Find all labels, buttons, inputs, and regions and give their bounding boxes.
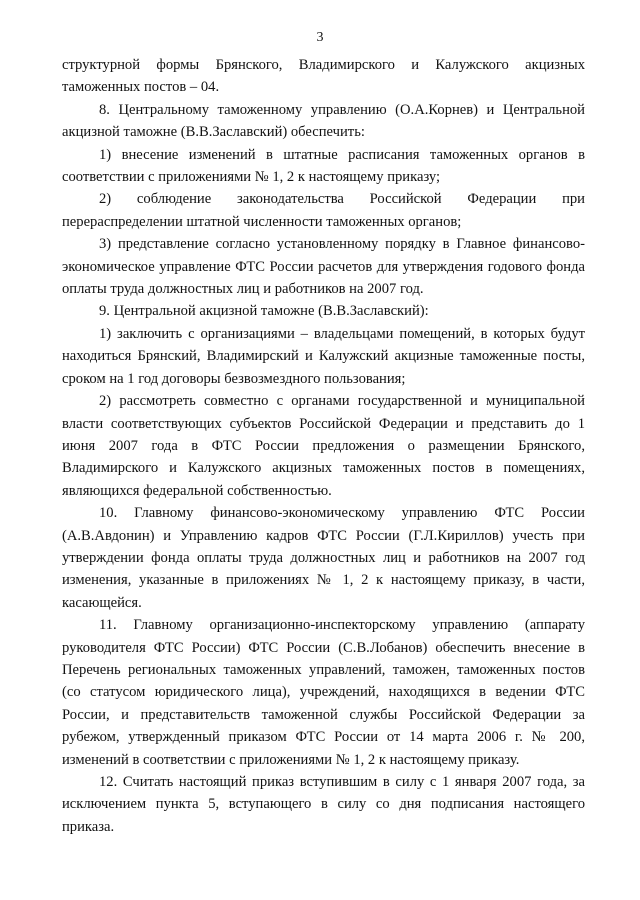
paragraph-item-11: 11. Главному организационно-инспекторскому управлению (аппарату руководителя ФТС России) ФТС России (С.В.Лобанов) обеспечить внесение в Перечень региональных таможенных управлений, таможен, таможенных постов (со статусом юридического лица), учреждений, находящихся в ведении ФТС России, и представительств таможенной службы Российской Федерации за рубежом, утвержденный приказом ФТС России от 14 марта 2006 г. № 200, изменений в соответствии с приложениями № 1, 2 к настоящему приказу. [62,617,585,768]
paragraph-item-10: 10. Главному финансово-экономическому управлению ФТС России (А.В.Авдонин) и Управлению кадров ФТС России (Г.Л.Кириллов) учесть при утверждении фонда оплаты труда должностных лиц и работников на 2007 год изменения, указанные в приложениях № 1, 2 к настоящему приказу, в части, касающейся. [62,505,585,611]
paragraph-item-12: 12. Считать настоящий приказ вступившим в силу с 1 января 2007 года, за исключением пункта 5, вступающего в силу со дня подписания настоящего приказа. [62,774,585,835]
paragraph-item-8-1: 1) внесение изменений в штатные расписания таможенных органов в соответствии с приложениями № 1, 2 к настоящему приказу; [62,146,585,186]
paragraph-item-8: 8. Центральному таможенному управлению (О.А.Корнев) и Центральной акцизной таможне (В.В.Заславский) обеспечить: [62,101,585,141]
paragraph-item-9-1: 1) заключить с организациями – владельцами помещений, в которых будут находиться Брянский, Владимирский и Калужский акцизные таможенные посты, сроком на 1 год договоры безвозмездного пользования; [62,325,585,387]
paragraph-item-9-2: 2) рассмотреть совместно с органами государственной и муниципальной власти соответствующих субъектов Российской Федерации и представить до 1 июня 2007 года в ФТС России предложения о размещении Брянского, Владимирского и Калужского акцизных таможенных постов в помещениях, являющихся федеральной собственностью. [62,393,585,499]
page-number: 3 [316,30,324,45]
paragraph-item-8-2: 2) соблюдение законодательства Российской Федерации при перераспределении штатной численности таможенных органов; [62,191,585,230]
document-body [62,54,585,838]
paragraph-continuation: структурной формы Брянского, Владимирского и Калужского акцизных таможенных постов – 04. [62,57,585,96]
paragraph-item-8-3: 3) представление согласно установленному порядку в Главное финансово-экономическое управление ФТС России расчетов для утверждения годового фонда оплаты труда должностных лиц и работников на 2007 год. [62,236,585,298]
paragraph-item-9: 9. Центральной акцизной таможне (В.В.Заславский): [99,303,429,320]
